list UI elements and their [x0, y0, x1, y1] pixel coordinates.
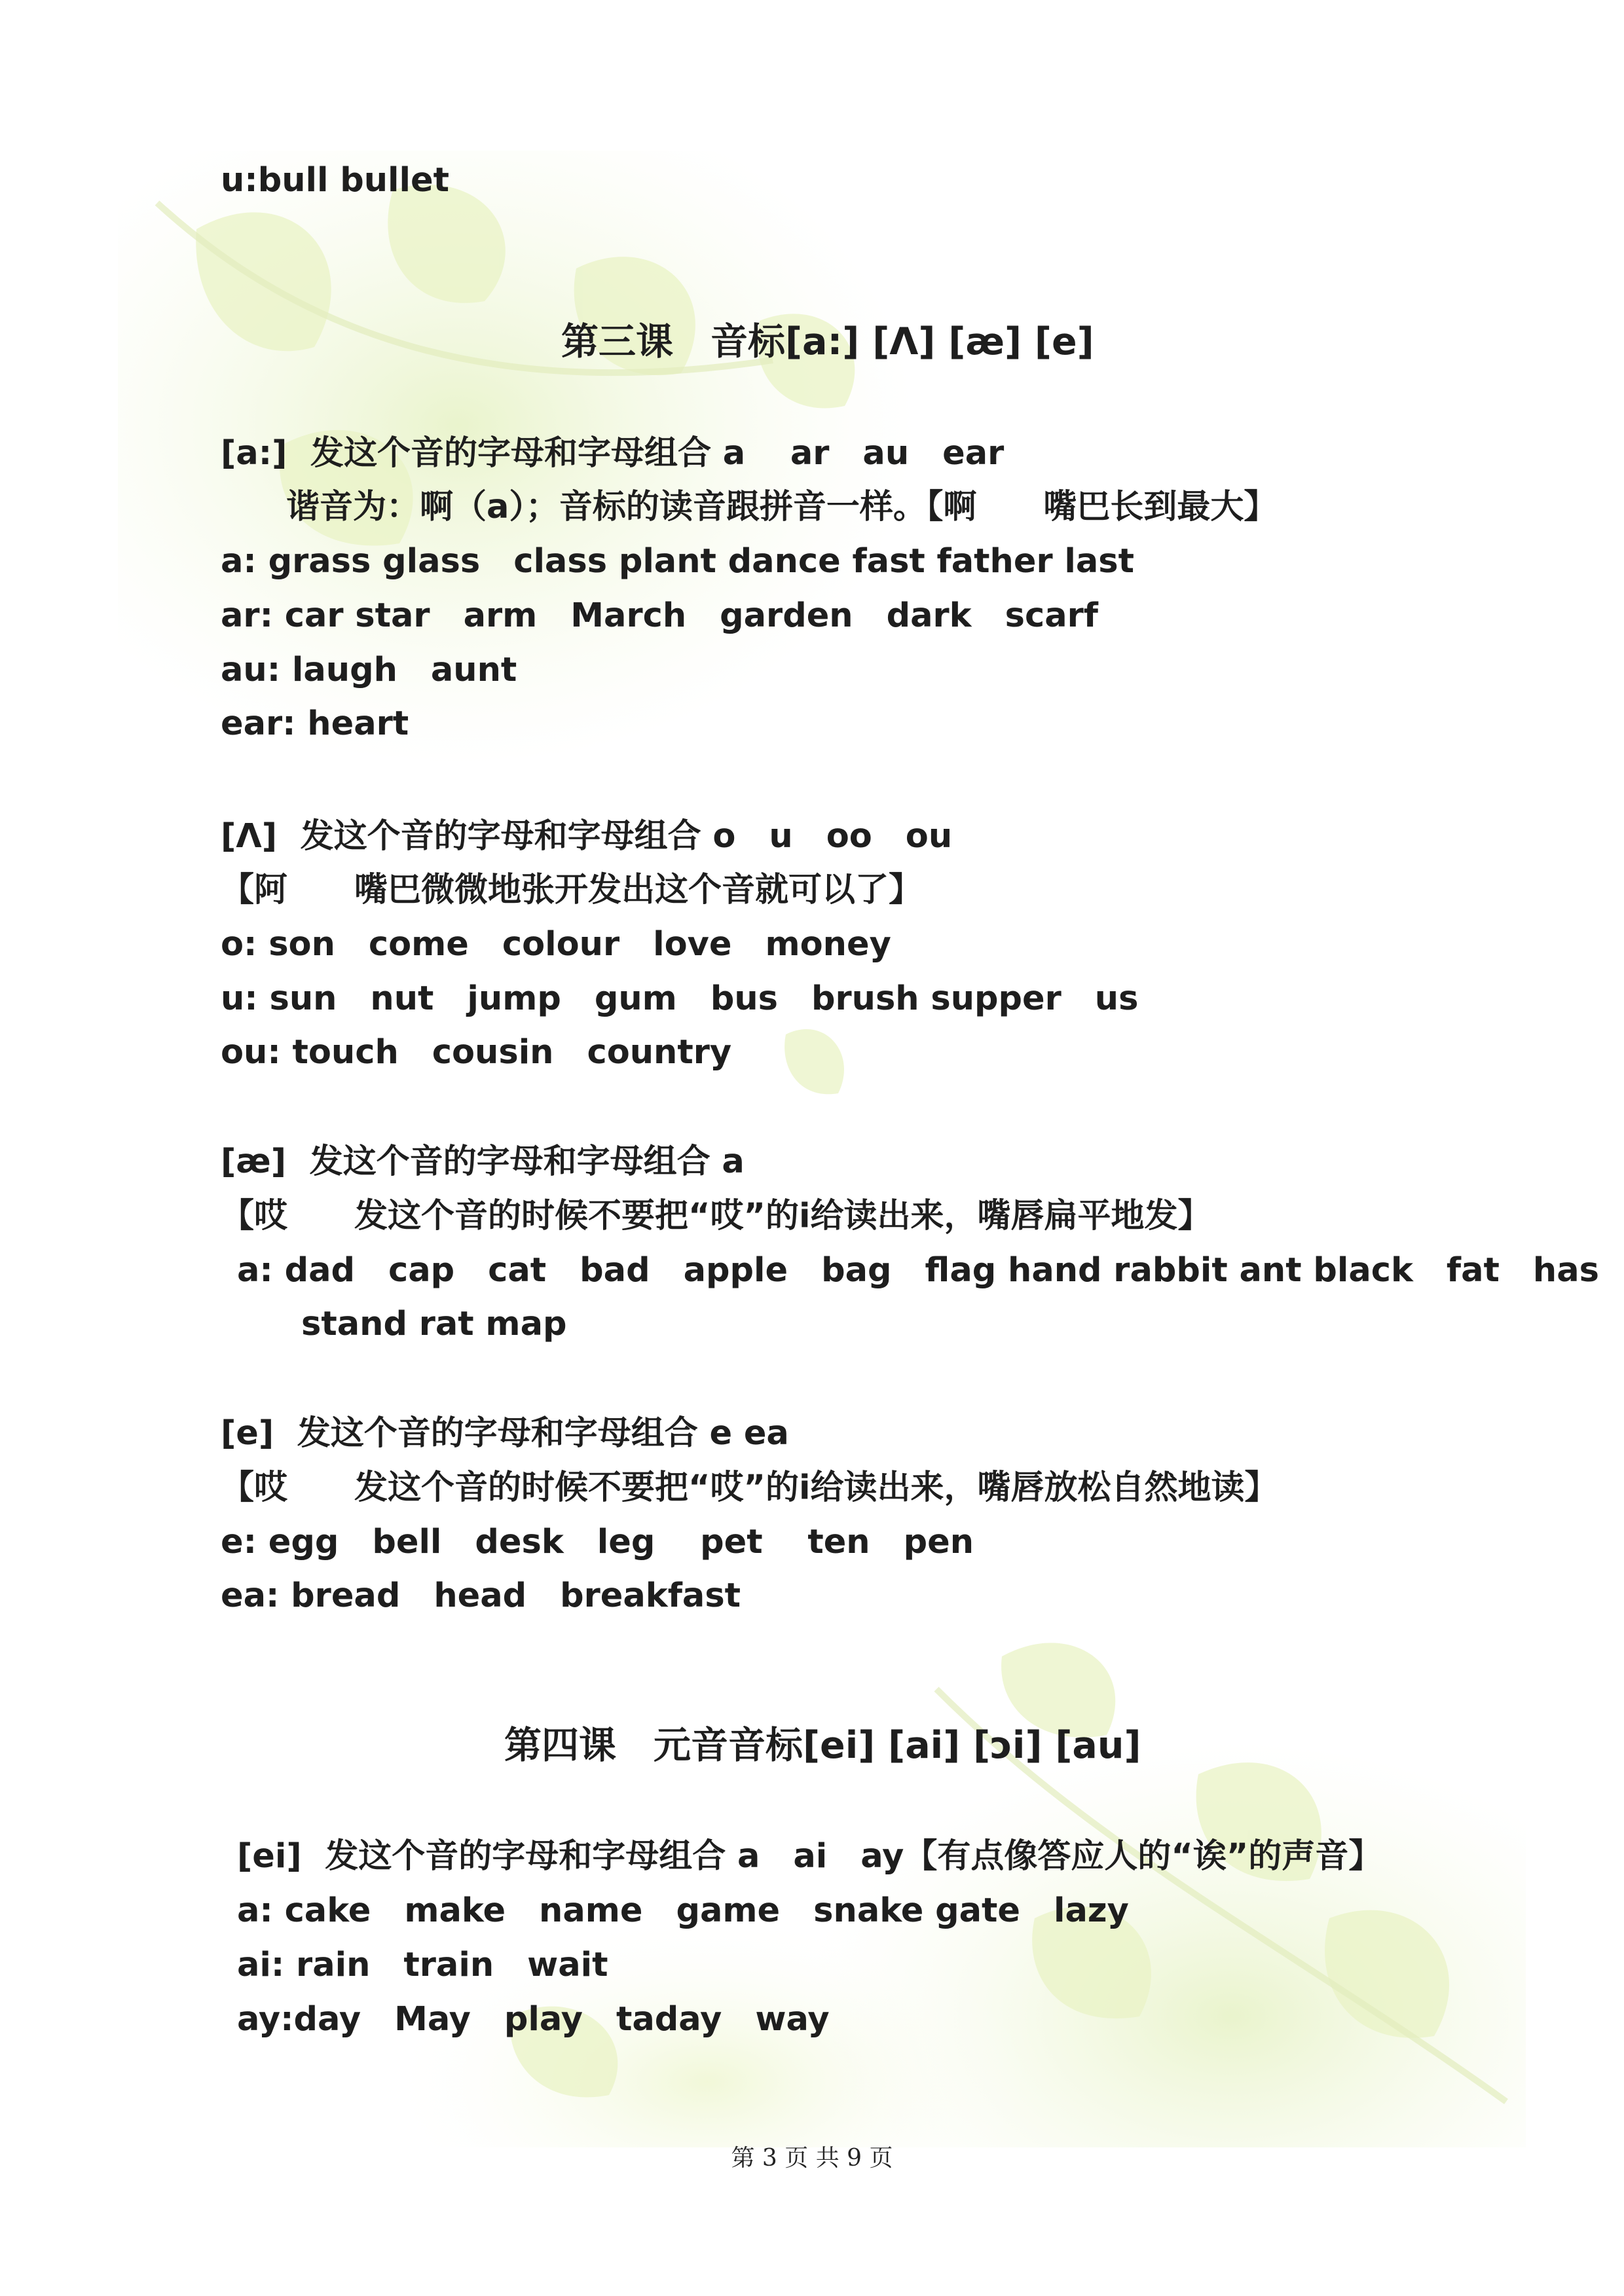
- line-1: u:bull bullet: [221, 161, 449, 200]
- line-15: 【哎 发这个音的时候不要把“哎”的i给读出来，嘴唇扁平地发】: [221, 1197, 1211, 1235]
- lesson-3-title: 第三课 音标[a:] [Λ] [æ] [e]: [561, 320, 1094, 363]
- line-21: ea: bread head breakfast: [221, 1576, 741, 1615]
- line-23: [ei] 发这个音的字母和字母组合 a ai ay【有点像答应人的“诶”的声音】: [237, 1837, 1382, 1876]
- line-9: [Λ] 发这个音的字母和字母组合 o u oo ou: [221, 817, 953, 856]
- line-24: a: cake make name game snake gate lazy: [237, 1891, 1129, 1930]
- line-26: ay:day May play taday way: [237, 2000, 830, 2039]
- line-8: ear: heart: [221, 704, 409, 743]
- lesson-4-title: 第四课 元音音标[ei] [ai] [ɔi] [au]: [504, 1724, 1141, 1767]
- line-7: au: laugh aunt: [221, 651, 517, 689]
- line-5: a: grass glass class plant dance fast father last: [221, 542, 1134, 581]
- line-13: ou: touch cousin country: [221, 1033, 732, 1072]
- line-25: ai: rain train wait: [237, 1946, 608, 1984]
- line-6: ar: car star arm March garden dark scarf: [221, 596, 1098, 635]
- line-4: 谐音为：啊（a）；音标的读音跟拼音一样。【啊 嘴巴长到最大】: [286, 488, 1278, 526]
- line-14: [æ] 发这个音的字母和字母组合 a: [221, 1142, 745, 1181]
- line-10: 【阿 嘴巴微微地张开发出这个音就可以了】: [221, 871, 923, 909]
- line-19: 【哎 发这个音的时候不要把“哎”的i给读出来，嘴唇放松自然地读】: [221, 1468, 1278, 1507]
- line-12: u: sun nut jump gum bus brush supper us: [221, 979, 1139, 1018]
- line-11: o: son come colour love money: [221, 925, 891, 964]
- line-16: a: dad cap cat bad apple bag flag hand rabbit ant black fat has: [237, 1251, 1599, 1290]
- line-3: [a:] 发这个音的字母和字母组合 a ar au ear: [221, 434, 1005, 473]
- line-20: e: egg bell desk leg pet ten pen: [221, 1523, 974, 1561]
- line-18: [e] 发这个音的字母和字母组合 e ea: [221, 1414, 789, 1453]
- line-17: stand rat map: [301, 1305, 567, 1343]
- page-footer: 第 3 页 共 9 页: [731, 2145, 893, 2172]
